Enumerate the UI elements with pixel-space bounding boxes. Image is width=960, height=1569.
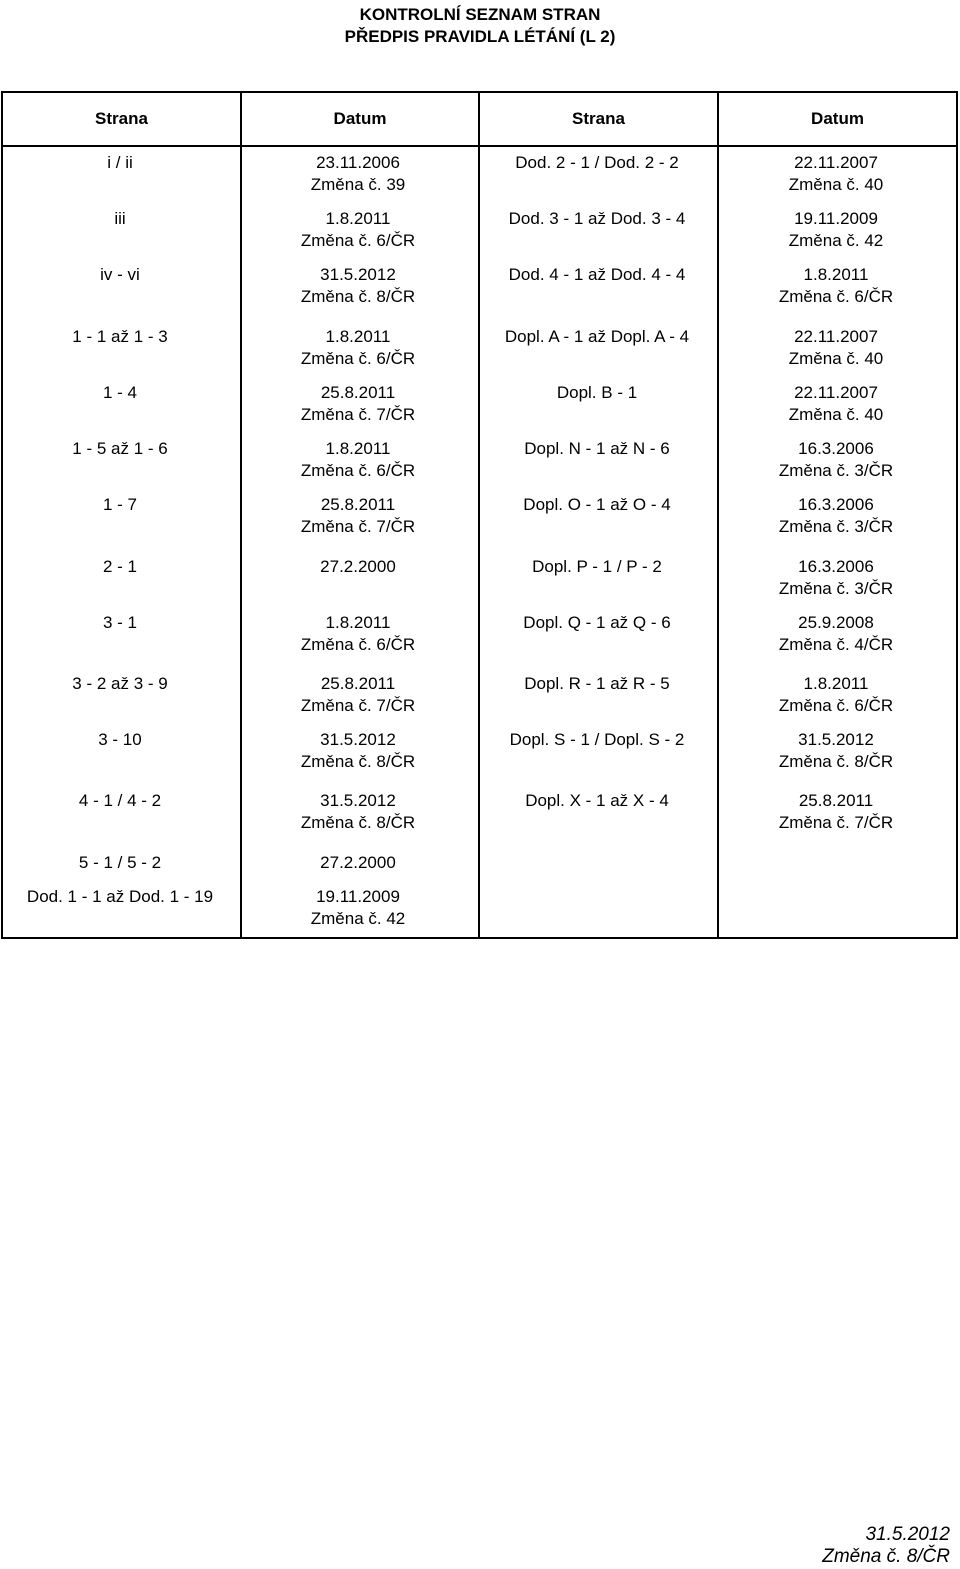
left-row-zmena: Změna č. 7/ČR — [300, 405, 416, 424]
left-row-strana: 3 - 2 až 3 - 9 — [72, 674, 168, 693]
left-row-strana: iii — [114, 209, 126, 228]
right-row-zmena: Změna č. 3/ČR — [778, 517, 894, 536]
footer — [822, 1524, 950, 1568]
left-row-datum: 27.2.2000 — [320, 853, 396, 872]
right-row-zmena: Změna č. 8/ČR — [778, 752, 894, 771]
right-row-zmena: Změna č. 4/ČR — [778, 635, 894, 654]
header-datum-right: Datum — [718, 92, 957, 146]
left-row-datum: 31.5.2012 — [320, 791, 396, 810]
left-row-zmena: Změna č. 7/ČR — [300, 696, 416, 715]
right-row-datum: 31.5.2012 — [798, 730, 874, 749]
right-row-zmena: Změna č. 7/ČR — [778, 813, 894, 832]
title-line-2: PŘEDPIS PRAVIDLA LÉTÁNÍ (L 2) — [344, 27, 616, 46]
right-row-strana: Dopl. O - 1 až O - 4 — [523, 495, 671, 514]
left-row-strana: 3 - 10 — [98, 730, 142, 749]
right-row-strana: Dod. 2 - 1 / Dod. 2 - 2 — [515, 153, 679, 172]
right-row-zmena: Změna č. 6/ČR — [778, 287, 894, 306]
right-row-datum: 22.11.2007 — [794, 327, 878, 346]
left-row-strana: 3 - 1 — [102, 613, 138, 632]
left-row-datum: 25.8.2011 — [320, 383, 396, 402]
header-strana-right: Strana — [479, 92, 718, 146]
right-row-strana: Dopl. S - 1 / Dopl. S - 2 — [509, 730, 685, 749]
right-row-strana: Dopl. Q - 1 až Q - 6 — [523, 613, 671, 632]
left-row-datum: 25.8.2011 — [320, 495, 396, 514]
left-row-zmena: Změna č. 6/ČR — [300, 349, 416, 368]
left-row-datum: 31.5.2012 — [320, 265, 396, 284]
right-row-strana: Dopl. N - 1 až N - 6 — [524, 439, 670, 458]
right-row-strana: Dod. 3 - 1 až Dod. 3 - 4 — [508, 209, 686, 228]
document-title — [0, 4, 960, 48]
right-row-strana: Dopl. R - 1 až R - 5 — [524, 674, 670, 693]
left-row-strana: 5 - 1 / 5 - 2 — [78, 853, 162, 872]
left-row-datum: 23.11.2006 — [316, 153, 400, 172]
left-row-strana: i / ii — [107, 153, 133, 172]
right-row-datum: 25.9.2008 — [798, 613, 874, 632]
left-row-datum: 19.11.2009 — [316, 887, 400, 906]
left-row-zmena: Změna č. 6/ČR — [300, 461, 416, 480]
right-row-strana: Dopl. X - 1 až X - 4 — [525, 791, 669, 810]
left-row-datum: 1.8.2011 — [325, 327, 391, 346]
left-row-datum: 25.8.2011 — [320, 674, 396, 693]
right-row-datum: 22.11.2007 — [794, 153, 878, 172]
right-row-datum: 1.8.2011 — [803, 674, 869, 693]
left-row-datum: 1.8.2011 — [325, 613, 391, 632]
header-strana-left: Strana — [2, 92, 241, 146]
left-row-zmena: Změna č. 6/ČR — [300, 231, 416, 250]
left-row-strana: 1 - 4 — [102, 383, 138, 402]
header-datum-left: Datum — [241, 92, 479, 146]
left-row-strana: Dod. 1 - 1 až Dod. 1 - 19 — [26, 887, 214, 906]
right-row-strana: Dopl. P - 1 / P - 2 — [532, 557, 662, 576]
footer-zmena: Změna č. 8/ČR — [822, 1546, 950, 1567]
right-row-zmena: Změna č. 42 — [788, 231, 884, 250]
left-row-datum: 31.5.2012 — [320, 730, 396, 749]
right-row-zmena: Změna č. 40 — [788, 349, 884, 368]
right-row-zmena: Změna č. 3/ČR — [778, 461, 894, 480]
left-row-zmena: Změna č. 42 — [310, 909, 406, 928]
right-row-datum: 1.8.2011 — [803, 265, 869, 284]
left-row-datum: 1.8.2011 — [325, 209, 391, 228]
left-row-zmena: Změna č. 8/ČR — [300, 287, 416, 306]
left-row-strana: iv - vi — [100, 265, 140, 284]
left-row-datum: 1.8.2011 — [325, 439, 391, 458]
left-row-zmena: Změna č. 8/ČR — [300, 752, 416, 771]
left-row-strana: 2 - 1 — [102, 557, 138, 576]
right-row-datum: 22.11.2007 — [794, 383, 878, 402]
right-row-zmena: Změna č. 40 — [788, 175, 884, 194]
footer-date: 31.5.2012 — [865, 1524, 950, 1545]
title-line-1: KONTROLNÍ SEZNAM STRAN — [359, 5, 601, 24]
left-row-strana: 1 - 7 — [102, 495, 138, 514]
left-row-zmena: Změna č. 7/ČR — [300, 517, 416, 536]
right-row-strana: Dod. 4 - 1 až Dod. 4 - 4 — [508, 265, 686, 284]
right-row-strana: Dopl. A - 1 až Dopl. A - 4 — [504, 327, 690, 346]
left-row-zmena: Změna č. 39 — [310, 175, 406, 194]
left-row-zmena: Změna č. 6/ČR — [300, 635, 416, 654]
right-row-datum: 19.11.2009 — [794, 209, 878, 228]
right-row-strana: Dopl. B - 1 — [556, 383, 638, 402]
right-row-datum: 16.3.2006 — [798, 439, 874, 458]
right-row-datum: 16.3.2006 — [798, 495, 874, 514]
right-row-datum: 16.3.2006 — [798, 557, 874, 576]
header-row — [2, 92, 957, 146]
left-row-strana: 1 - 1 až 1 - 3 — [72, 327, 168, 346]
left-row-strana: 1 - 5 až 1 - 6 — [72, 439, 168, 458]
left-row-zmena: Změna č. 8/ČR — [300, 813, 416, 832]
right-row-zmena: Změna č. 40 — [788, 405, 884, 424]
left-row-strana: 4 - 1 / 4 - 2 — [78, 791, 162, 810]
right-row-zmena: Změna č. 6/ČR — [778, 696, 894, 715]
right-row-zmena: Změna č. 3/ČR — [778, 579, 894, 598]
left-row-datum: 27.2.2000 — [320, 557, 396, 576]
right-row-datum: 25.8.2011 — [798, 791, 874, 810]
